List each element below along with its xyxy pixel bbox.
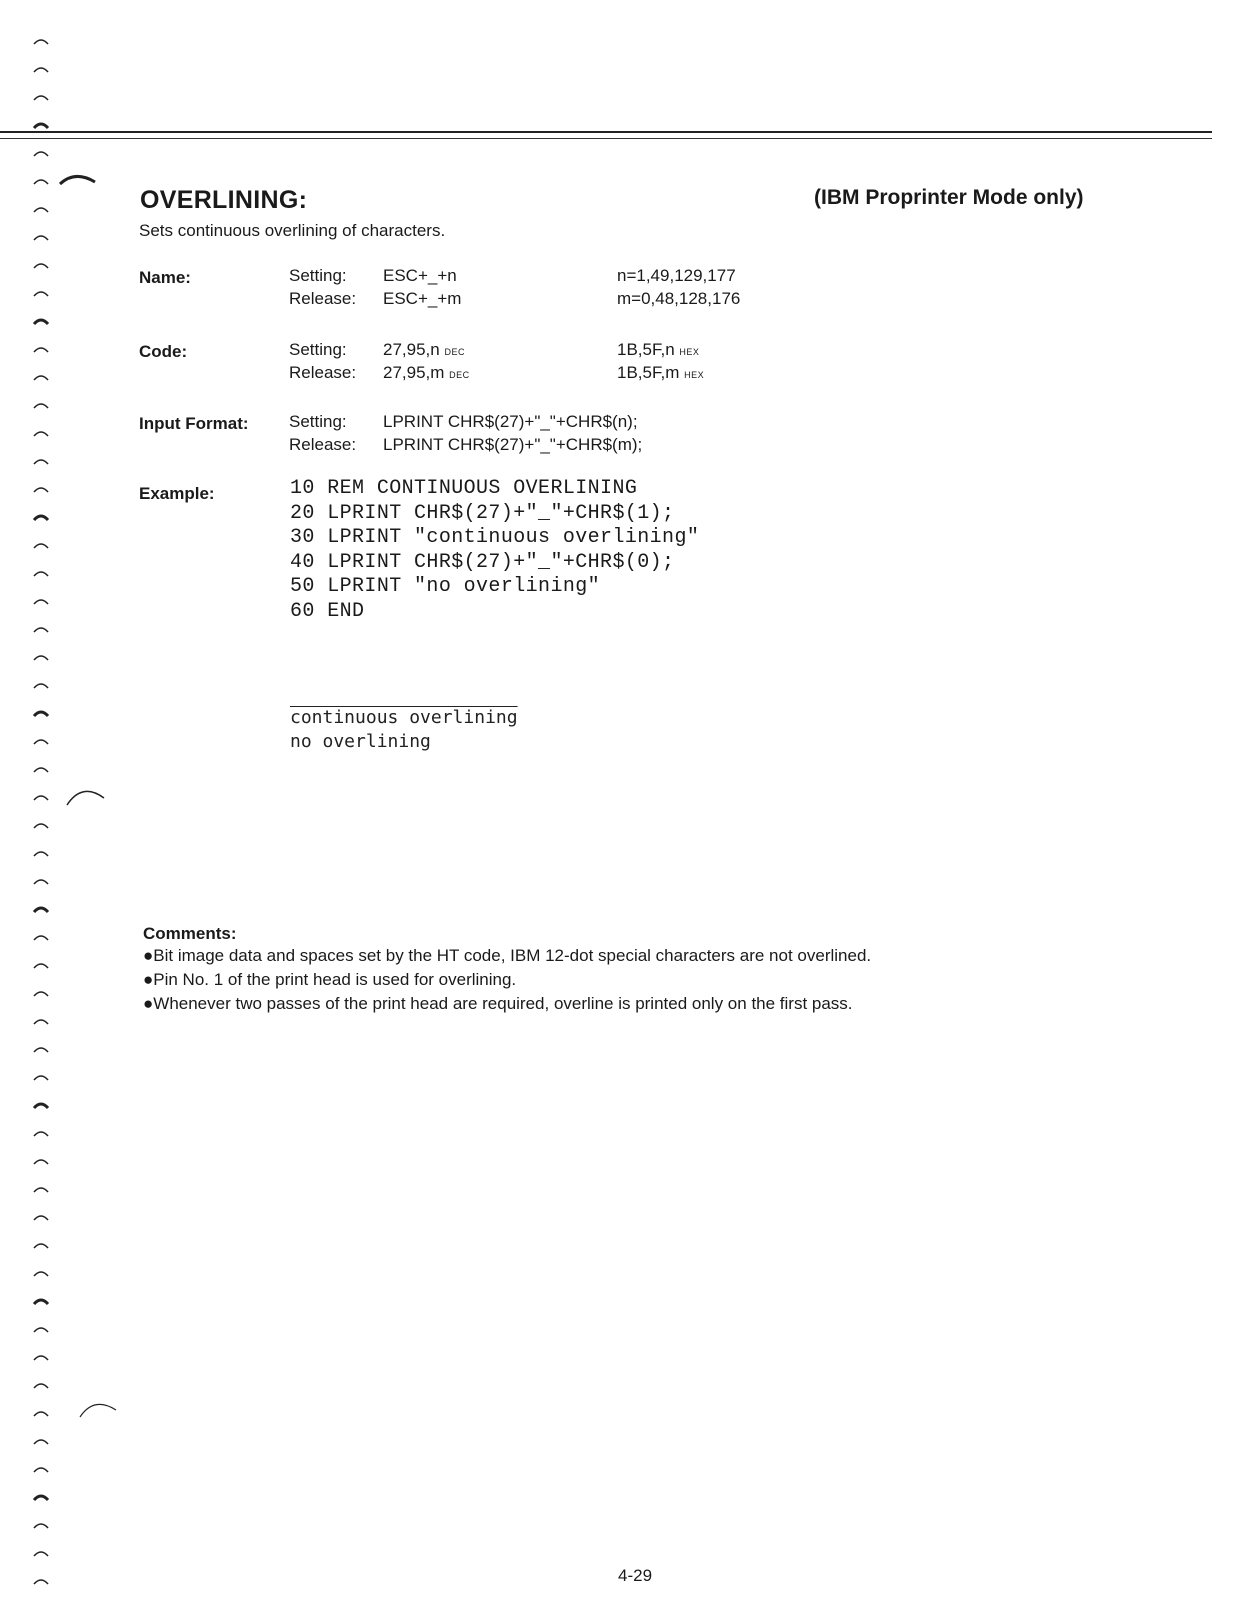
example-code-listing [290, 477, 699, 624]
binding-tick [34, 908, 48, 912]
binding-tick [34, 600, 48, 604]
input-format-setting-value: LPRINT CHR$(27)+"_"+CHR$(n); [383, 412, 638, 431]
code-line: 10 REM CONTINUOUS OVERLINING [290, 477, 638, 500]
binding-tick [34, 1300, 48, 1304]
binding-tick [34, 1384, 48, 1388]
code-line: 30 LPRINT "continuous overlining" [290, 526, 700, 549]
binding-tick [34, 1272, 48, 1276]
binding-tick [34, 1356, 48, 1360]
binding-tick [34, 1412, 48, 1416]
binding-tick [34, 460, 48, 464]
code-setting-dec: 27,95,n DEC [383, 340, 465, 359]
binding-tick [34, 404, 48, 408]
top-rule-thin [0, 138, 1212, 139]
binding-tick [34, 208, 48, 212]
name-release-label: Release: [289, 289, 357, 308]
binding-tick [34, 180, 48, 184]
binding-tick [34, 432, 48, 436]
code-line: 50 LPRINT "no overlining" [290, 575, 601, 598]
binding-tick [34, 1580, 48, 1584]
code-line: 20 LPRINT CHR$(27)+"_"+CHR$(1); [290, 501, 675, 525]
binding-tick [34, 1020, 48, 1024]
binding-tick [34, 1552, 48, 1556]
binding-tick [34, 628, 48, 632]
binding-tick [34, 40, 48, 44]
binding-tick [34, 740, 48, 744]
input-format-release-value: LPRINT CHR$(27)+"_"+CHR$(m); [383, 435, 643, 454]
binding-tick [34, 376, 48, 380]
binding-tick [34, 1160, 48, 1164]
code-setting-label: Setting: [289, 340, 347, 359]
binding-tick [34, 1468, 48, 1472]
binding-tick [34, 152, 48, 156]
name-release-value: ESC+_+m [383, 289, 462, 308]
input-format-release-label: Release: [289, 435, 357, 454]
comments-title: Comments: [143, 924, 237, 943]
binding-tick [34, 68, 48, 72]
binding-mark-large-mid [62, 780, 112, 810]
binding-tick [34, 880, 48, 884]
example-label: Example: [139, 484, 215, 503]
code-setting-hex: 1B,5F,n HEX [617, 340, 700, 359]
binding-tick [34, 96, 48, 100]
binding-tick [34, 852, 48, 856]
binding-tick [34, 1524, 48, 1528]
code-release-label: Release: [289, 363, 357, 382]
binding-tick [34, 1328, 48, 1332]
binding-tick [34, 1048, 48, 1052]
binding-tick [34, 572, 48, 576]
comment-item: ●Pin No. 1 of the print head is used for overlining. [143, 970, 517, 989]
code-line: 40 LPRINT CHR$(27)+"_"+CHR$(0); [290, 550, 675, 574]
binding-tick [34, 992, 48, 996]
binding-tick [34, 516, 48, 520]
name-setting-range: n=1,49,129,177 [617, 266, 736, 285]
name-setting-label: Setting: [289, 266, 347, 285]
binding-tick [34, 488, 48, 492]
page-number: 4-29 [618, 1566, 653, 1585]
code-release-dec: 27,95,m DEC [383, 363, 470, 382]
binding-tick [34, 292, 48, 296]
binding-tick [34, 1496, 48, 1500]
page-subtitle: Sets continuous overlining of characters. [139, 221, 446, 240]
binding-tick [34, 1104, 48, 1108]
binding-tick [34, 1216, 48, 1220]
binding-tick [34, 1132, 48, 1136]
binding-tick [34, 236, 48, 240]
binding-marks [30, 28, 52, 1588]
input-format-label: Input Format: [139, 414, 249, 433]
code-line: 60 END [290, 599, 365, 623]
binding-tick [34, 712, 48, 716]
binding-tick [34, 264, 48, 268]
top-rule-thick [0, 131, 1212, 133]
name-label: Name: [139, 268, 191, 287]
binding-tick [34, 1244, 48, 1248]
code-label: Code: [139, 342, 188, 361]
code-release-hex: 1B,5F,m HEX [617, 363, 705, 382]
binding-tick [34, 544, 48, 548]
binding-tick [34, 936, 48, 940]
binding-tick [34, 1440, 48, 1444]
output-line-overlined: continuous overlining [290, 707, 518, 728]
binding-tick [34, 1076, 48, 1080]
page-title: OVERLINING: [140, 186, 308, 214]
input-format-setting-label: Setting: [289, 412, 347, 431]
binding-tick [34, 796, 48, 800]
comment-item: ●Bit image data and spaces set by the HT code, IBM 12-dot special characters are not overlined. [143, 946, 872, 965]
binding-tick [34, 684, 48, 688]
output-line-plain: no overlining [290, 731, 431, 752]
mode-note: (IBM Proprinter Mode only) [814, 186, 1084, 209]
binding-tick [34, 320, 48, 324]
name-setting-value: ESC+_+n [383, 266, 457, 285]
name-release-range: m=0,48,128,176 [617, 289, 741, 308]
binding-mark-large-top [55, 162, 105, 192]
binding-tick [34, 656, 48, 660]
example-output [290, 706, 518, 754]
binding-tick [34, 824, 48, 828]
binding-tick [34, 964, 48, 968]
binding-tick [34, 348, 48, 352]
binding-tick [34, 1188, 48, 1192]
comment-item: ●Whenever two passes of the print head are required, overline is printed only on the first pass. [143, 994, 853, 1013]
binding-tick [34, 768, 48, 772]
binding-mark-large-bottom [76, 1392, 126, 1422]
binding-tick [34, 124, 48, 128]
